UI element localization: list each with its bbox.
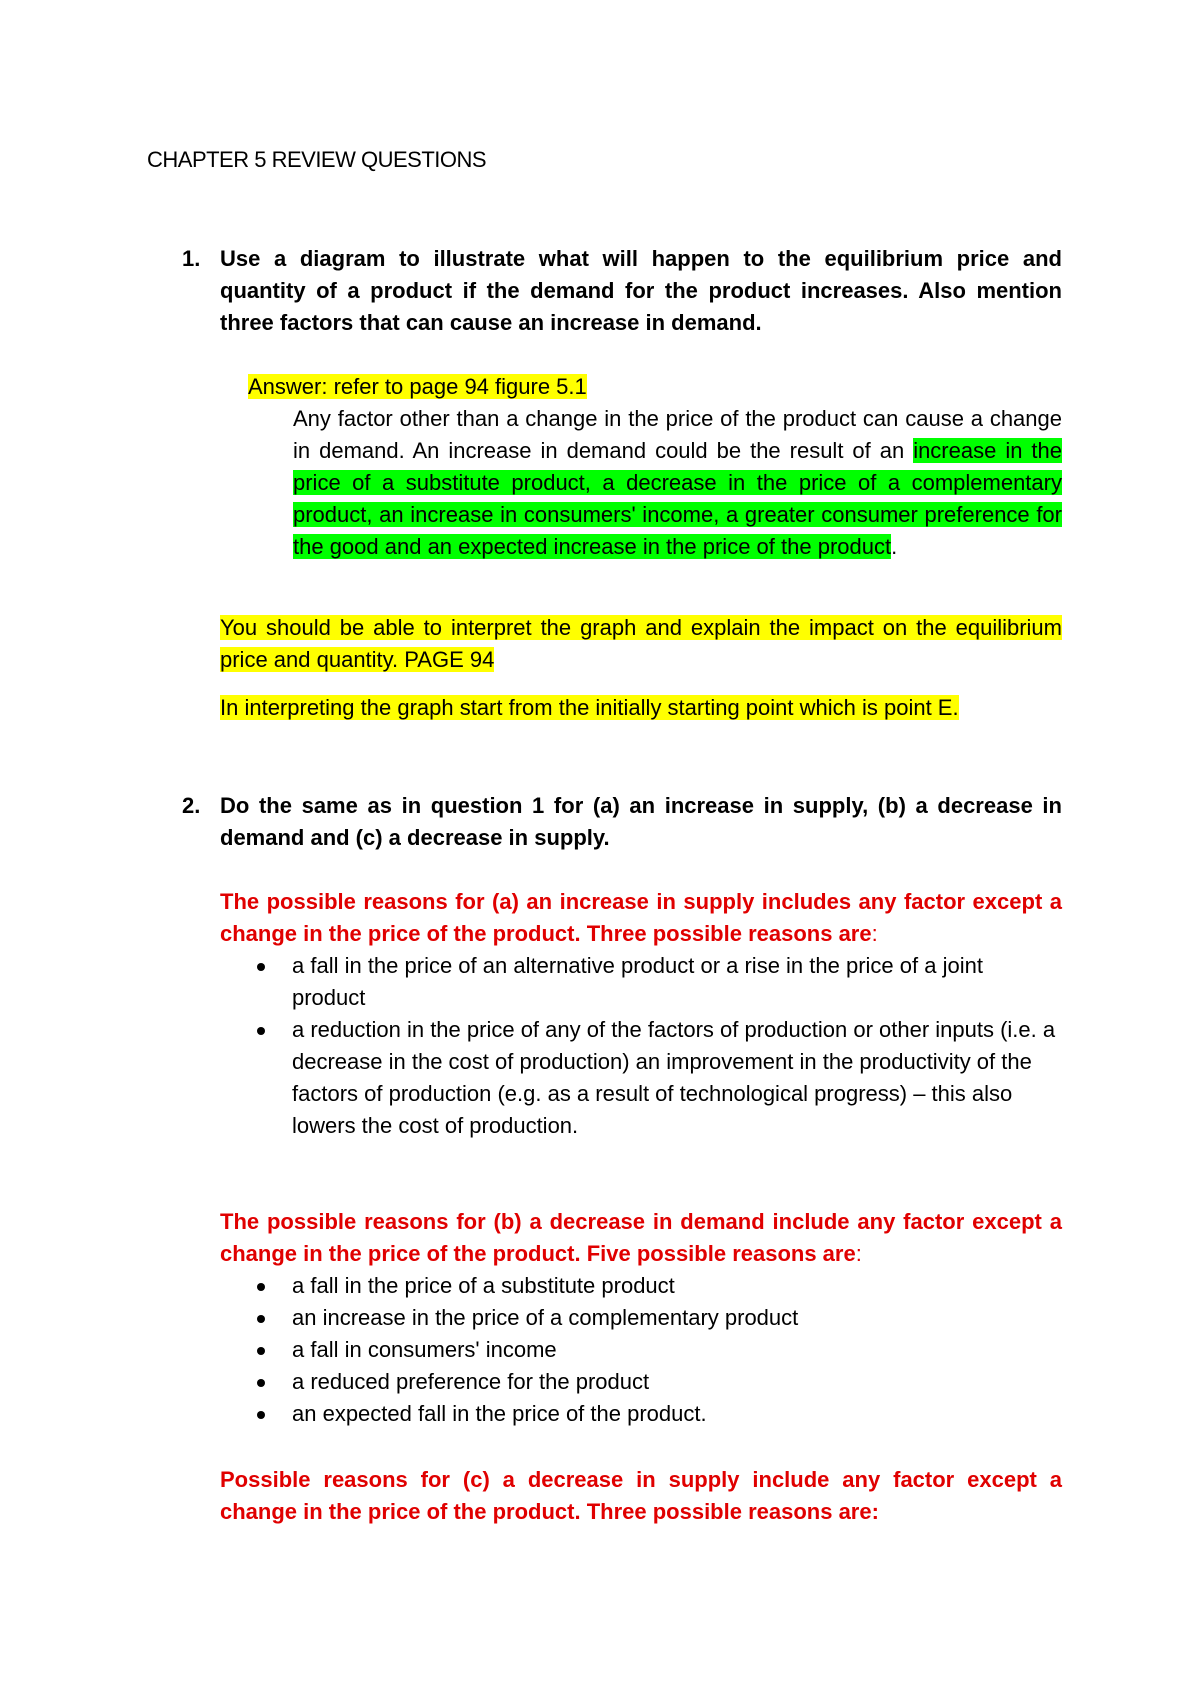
note-interpret-graph: [220, 612, 1062, 676]
answer-paragraph: [293, 403, 1062, 563]
section-b-list: [220, 1270, 1062, 1430]
list-item-text: an expected fall in the price of the product.: [292, 1401, 707, 1426]
answer-reference-text: Answer: refer to page 94 figure 5.1: [248, 374, 587, 399]
question-2-number: 2.: [182, 793, 201, 818]
question-1-text: Use a diagram to illustrate what will happen to the equilibrium price and quantity of a product if the demand for the product increases. Also mention three factors that can cause an increase in demand.: [220, 246, 1062, 335]
bullet-icon: [257, 1411, 265, 1419]
list-item-text: a reduced preference for the product: [292, 1369, 650, 1394]
bullet-icon: [257, 963, 265, 971]
bullet-icon: [257, 1283, 265, 1291]
section-c-heading: Possible reasons for (c) a decrease in supply include any factor except a change in the price of the product. Three possible reasons are:: [220, 1467, 1062, 1524]
answer-reference: [248, 371, 1062, 403]
question-2-text: Do the same as in question 1 for (a) an increase in supply, (b) a decrease in demand and (c) a decrease in supply.: [220, 793, 1062, 850]
answer-highlighted-factors: increase in the price of a substitute product, a decrease in the price of a complementary product, an increase in consumers' income, a greater consumer preference for the good and an expected increase in the price of the product: [293, 438, 1062, 559]
section-b-colon: :: [855, 1241, 862, 1266]
bullet-icon: [257, 1027, 265, 1035]
list-item: [220, 1270, 1062, 1302]
list-item: [220, 1302, 1062, 1334]
list-item-text: a reduction in the price of any of the factors of production or other inputs (i.e. a decrease in the cost of production) an improvement in the productivity of the factors of production (e.g. as a result of technological progress) – this also lowers the cost of production.: [292, 1017, 1056, 1138]
note-starting-point: [220, 692, 1062, 724]
answer-end: .: [891, 534, 898, 559]
list-item-text: a fall in consumers' income: [292, 1337, 557, 1362]
list-item: [220, 1014, 1062, 1142]
section-a-heading: [220, 886, 1062, 950]
question-1-number: 1.: [182, 246, 201, 271]
list-item: [220, 1398, 1062, 1430]
bullet-icon: [257, 1379, 265, 1387]
section-a-colon: :: [871, 921, 878, 946]
bullet-icon: [257, 1315, 265, 1323]
note-interpret-graph-text: You should be able to interpret the graph and explain the impact on the equilibrium price and quantity. PAGE 94: [220, 615, 1062, 672]
section-b-heading-text: The possible reasons for (b) a decrease in demand include any factor except a change in the price of the product. Five possible reasons are: [220, 1209, 1062, 1266]
page-title: CHAPTER 5 REVIEW QUESTIONS: [147, 147, 487, 172]
section-b-heading: [220, 1206, 1062, 1270]
list-item-text: an increase in the price of a complementary product: [292, 1305, 799, 1330]
bullet-icon: [257, 1347, 265, 1355]
list-item: [220, 1366, 1062, 1398]
answer-intro: Any factor other than a change in the price of the product can cause a change in demand. An increase in demand could be the result of an: [293, 406, 1062, 463]
list-item-text: a fall in the price of an alternative product or a rise in the price of a joint product: [292, 953, 983, 1010]
note-starting-point-text: In interpreting the graph start from the initially starting point which is point E.: [220, 695, 959, 720]
list-item-text: a fall in the price of a substitute product: [292, 1273, 675, 1298]
list-item: [220, 1334, 1062, 1366]
list-item: [220, 950, 1062, 1014]
section-a-heading-text: The possible reasons for (a) an increase in supply includes any factor except a change in the price of the product. Three possible reasons are: [220, 889, 1062, 946]
section-a-list: [220, 950, 1062, 1142]
